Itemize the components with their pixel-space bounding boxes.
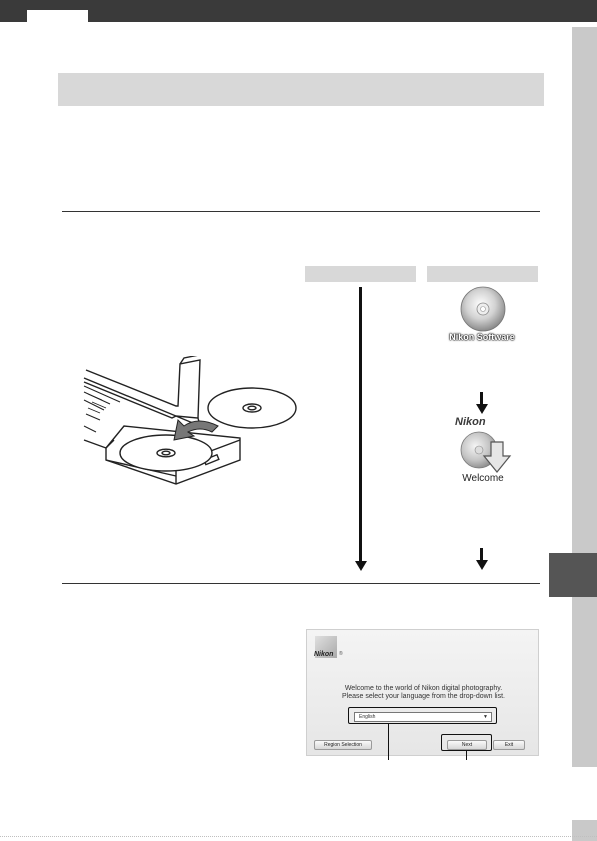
- exit-button[interactable]: Exit: [493, 740, 525, 750]
- section-heading-band: [58, 73, 544, 106]
- installer-brand: Nikon: [314, 651, 334, 658]
- side-thumb-strip: [572, 27, 597, 767]
- column-2-arrow-head-a: [476, 404, 488, 414]
- registered-mark: ®: [339, 651, 343, 657]
- os-column-header-2: [427, 266, 538, 282]
- page-top-bar: [0, 0, 597, 22]
- language-callout-leader: [388, 724, 389, 760]
- bottom-dotted-rule: [0, 836, 597, 837]
- os-column-header-1: [305, 266, 416, 282]
- laptop-body: [84, 378, 200, 426]
- next-button-callout: [441, 734, 492, 751]
- welcome-icon-caption: Welcome: [462, 473, 504, 484]
- welcome-line-2: Please select your language from the drop-down list.: [341, 693, 506, 700]
- column-2-arrow-head-b: [476, 560, 488, 570]
- page-top-tab: [27, 10, 88, 22]
- chapter-index-tab: [549, 553, 597, 597]
- next-callout-leader: [466, 751, 467, 760]
- welcome-line-1: Welcome to the world of Nikon digital photography.: [344, 685, 503, 692]
- step-divider-2: [62, 583, 540, 584]
- installer-window: [306, 629, 539, 756]
- step-divider-1: [62, 211, 540, 212]
- installer-welcome-text: [307, 685, 540, 701]
- insert-disc-illustration: [80, 356, 300, 491]
- welcome-icon-brand: Nikon: [455, 416, 486, 428]
- column-1-arrow-head: [355, 561, 367, 571]
- chevron-down-icon: ▼: [483, 714, 488, 720]
- region-selection-button[interactable]: Region Selection: [314, 740, 372, 750]
- loose-disc: [208, 388, 296, 428]
- software-icon-caption: Nikon Software: [449, 332, 515, 342]
- cd-disc-icon: [455, 286, 511, 334]
- language-select-callout: [348, 707, 497, 724]
- insert-arrow: [174, 420, 218, 440]
- next-button[interactable]: Next: [447, 740, 487, 750]
- column-1-arrow-shaft: [359, 287, 362, 563]
- language-select-value: English: [359, 714, 376, 720]
- page-number-box: [572, 820, 597, 841]
- disc-in-tray: [120, 435, 212, 471]
